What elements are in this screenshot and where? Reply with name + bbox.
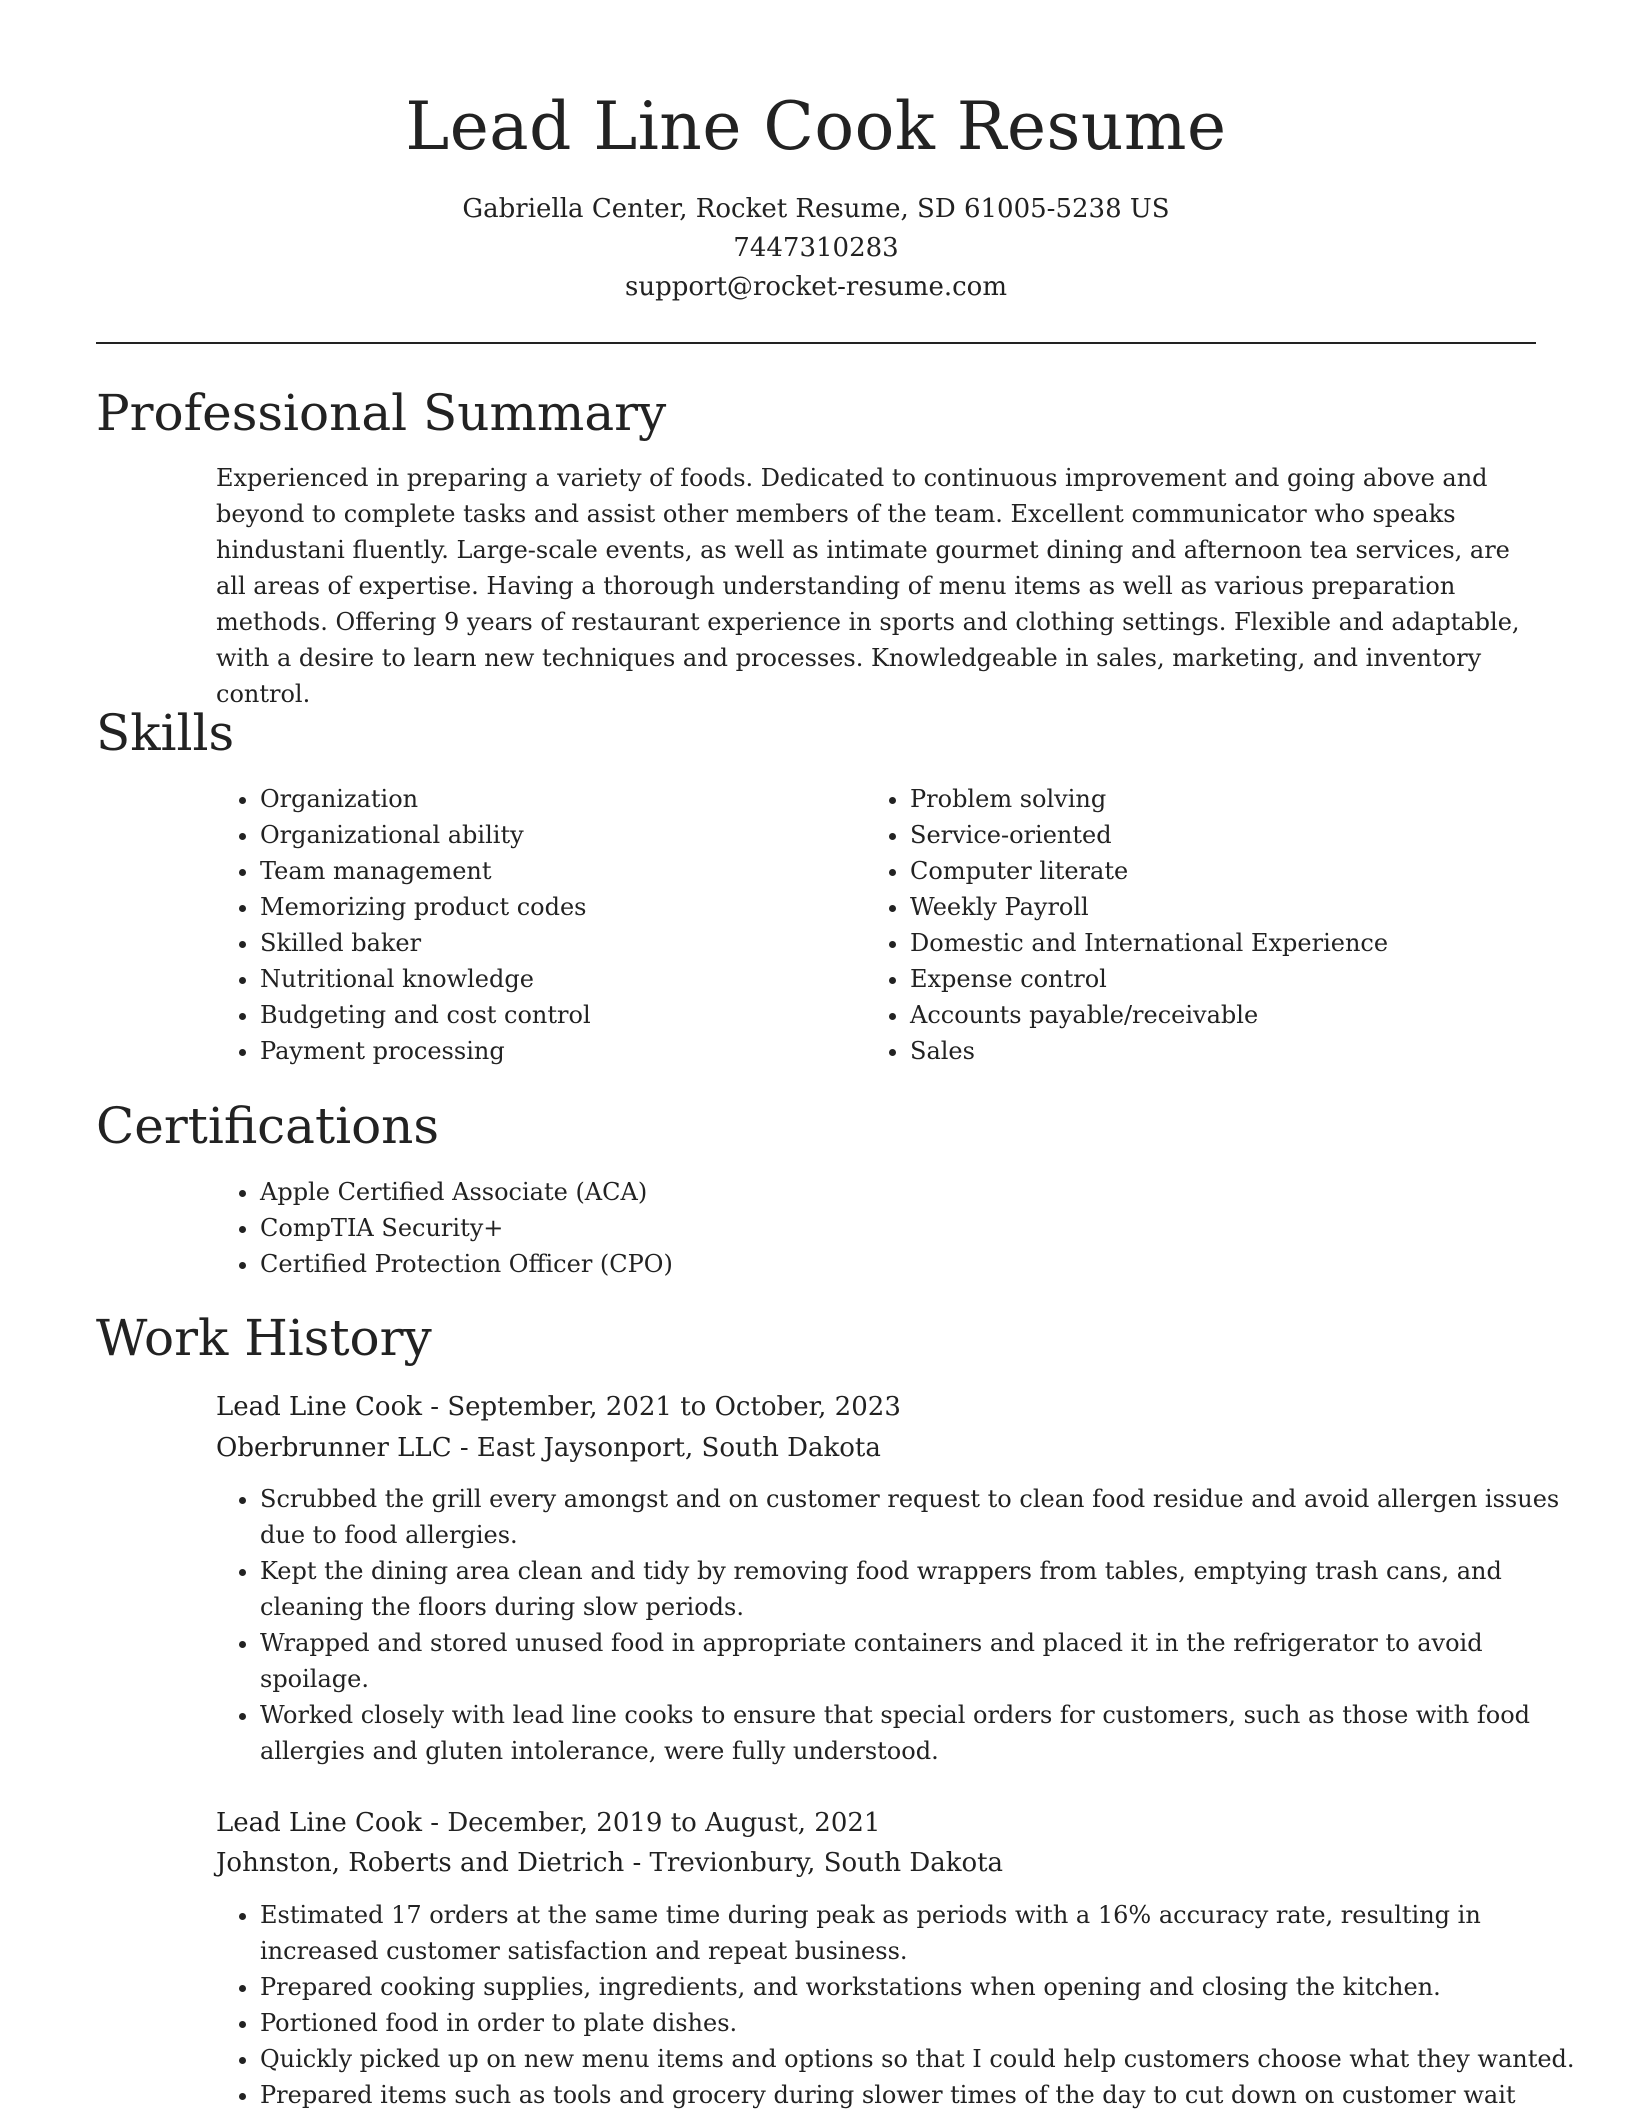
contact-address: Gabriella Center, Rocket Resume, SD 61005-5238 US bbox=[462, 194, 1170, 224]
job-duties-list bbox=[216, 1897, 1600, 2113]
contact-block bbox=[0, 190, 1632, 307]
list-item: • Expense control bbox=[910, 961, 1580, 997]
list-item: • Portioned food in order to plate dishes. bbox=[260, 2005, 1600, 2041]
job-location: - Trevionbury, South Dakota bbox=[624, 1848, 1004, 1878]
job-title-line bbox=[216, 1803, 880, 1843]
list-item: • Nutritional knowledge bbox=[260, 961, 820, 997]
list-item: • Estimated 17 orders at the same time during peak as periods with a 16% accuracy rate, resulting in increased customer satisfaction and repeat business. bbox=[260, 1897, 1600, 1969]
list-item: • Domestic and International Experience bbox=[910, 925, 1580, 961]
job-dates: - September, 2021 to October, 2023 bbox=[422, 1392, 901, 1422]
job-company-line bbox=[216, 1843, 1003, 1883]
job-duties-list bbox=[216, 1481, 1580, 1769]
job-dates: - December, 2019 to August, 2021 bbox=[422, 1808, 881, 1838]
skills-heading: Skills bbox=[96, 704, 235, 762]
job-title-line bbox=[216, 1387, 901, 1427]
list-item: • Memorizing product codes bbox=[260, 889, 820, 925]
list-item: • Weekly Payroll bbox=[910, 889, 1580, 925]
job-company: Johnston, Roberts and Dietrich bbox=[216, 1848, 625, 1878]
list-item: • Payment processing bbox=[260, 1033, 820, 1069]
list-item: • Organization bbox=[260, 781, 820, 817]
list-item: • Prepared cooking supplies, ingredients, and workstations when opening and closing the kitchen. bbox=[260, 1969, 1600, 2005]
list-item: • Quickly picked up on new menu items and options so that I could help customers choose what they wanted. bbox=[260, 2041, 1600, 2077]
skills-list-left bbox=[216, 781, 820, 1069]
job-company-line bbox=[216, 1428, 881, 1468]
certifications-list bbox=[216, 1174, 1580, 1282]
skills-list-right bbox=[866, 781, 1580, 1069]
list-item: • Sales bbox=[910, 1033, 1580, 1069]
list-item: • CompTIA Security+ bbox=[260, 1210, 1580, 1246]
job-company: Oberbrunner LLC bbox=[216, 1433, 452, 1463]
list-item: • Certified Protection Officer (CPO) bbox=[260, 1246, 1580, 1282]
list-item: • Computer literate bbox=[910, 853, 1580, 889]
contact-email: support@rocket-resume.com bbox=[624, 272, 1007, 302]
list-item: • Accounts payable/receivable bbox=[910, 997, 1580, 1033]
contact-phone: 7447310283 bbox=[733, 233, 899, 263]
list-item: • Prepared items such as tools and grocery during slower times of the day to cut down on customer wait bbox=[260, 2077, 1600, 2113]
job-title: Lead Line Cook bbox=[216, 1808, 422, 1838]
list-item: • Apple Certified Associate (ACA) bbox=[260, 1174, 1580, 1210]
list-item: • Skilled baker bbox=[260, 925, 820, 961]
job-location: - East Jaysonport, South Dakota bbox=[451, 1433, 881, 1463]
job-title: Lead Line Cook bbox=[216, 1392, 422, 1422]
resume-title: Lead Line Cook Resume bbox=[405, 88, 1227, 165]
list-item: • Worked closely with lead line cooks to ensure that special orders for customers, such as those with food allergies and gluten intolerance, were fully understood. bbox=[260, 1697, 1580, 1769]
list-item: • Problem solving bbox=[910, 781, 1580, 817]
list-item: • Scrubbed the grill every amongst and on customer request to clean food residue and avoid allergen issues due to food allergies. bbox=[260, 1481, 1580, 1553]
header-divider bbox=[96, 342, 1536, 344]
list-item: • Team management bbox=[260, 853, 820, 889]
summary-heading: Professional Summary bbox=[96, 384, 667, 442]
work-history-heading: Work History bbox=[96, 1309, 432, 1367]
list-item: • Budgeting and cost control bbox=[260, 997, 820, 1033]
certifications-heading: Certifications bbox=[96, 1097, 440, 1155]
summary-text: Experienced in preparing a variety of foods. Dedicated to continuous improvement and going above and beyond to complete tasks and assist other members of the team. Excellent communicator who speaks hindustani fluently. Large-scale events, as well as intimate gourmet dining and afternoon tea services, are all areas of expertise. Having a thorough understanding of menu items as well as various preparation methods. Offering 9 years of restaurant experience in sports and clothing settings. Flexible and adaptable, with a desire to learn new techniques and processes. Knowledgeable in sales, marketing, and inventory control. bbox=[216, 464, 1520, 708]
list-item: • Service-oriented bbox=[910, 817, 1580, 853]
list-item: • Wrapped and stored unused food in appropriate containers and placed it in the refrigerator to avoid spoilage. bbox=[260, 1625, 1580, 1697]
list-item: • Organizational ability bbox=[260, 817, 820, 853]
list-item: • Kept the dining area clean and tidy by removing food wrappers from tables, emptying trash cans, and cleaning the floors during slow periods. bbox=[260, 1553, 1580, 1625]
